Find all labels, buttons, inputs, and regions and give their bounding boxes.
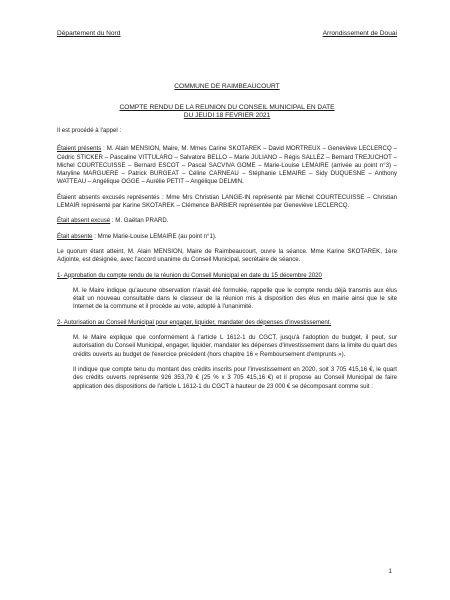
item-2-body-2: Il indique que compte tenu du montant des crédits inscrits pour l'investissement en 2020, soit 3 705 415,16 €, le quart des crédits ouverts représente 926 353,79 € (25 % x 3 705 415,16 €) et il propose au Conseil Municipal de faire application des dispositions de l'article L 1612-1 du CGCT à hauteur de 23 000 € se décomposant comme suit : bbox=[73, 365, 397, 390]
absent-label: Était absente bbox=[57, 232, 93, 240]
item-2-heading: 2- Autorisation au Conseil Municipal pour engager, liquider, mandater des dépenses d'investissement. bbox=[57, 318, 332, 326]
absent-text: : Mme Marie-Louise LEMAIRE (au point n°1). bbox=[92, 232, 217, 240]
report-title-line-2: DU JEUDI 18 FEVRIER 2021 bbox=[183, 111, 271, 119]
excused-text: : M. Gaëtan PRARD. bbox=[110, 217, 169, 225]
report-title-line-1: COMPTE RENDU DE LA REUNION DU CONSEIL MUNICIPAL EN DATE bbox=[119, 103, 335, 111]
department-label: Département du Nord bbox=[57, 30, 121, 37]
item-1-body: M. le Maire indique qu'aucune observation n'avait été formulée, rappelle que le compte rendu déjà transmis aux élus était un nouveau consultable dans le classeur de la réunion mis à disposition des élus en mairie ainsi que le site Internet de la commune et il procède au vote, adopté à l'unanimité. bbox=[73, 286, 397, 311]
excused-label: Était absent excusé bbox=[57, 217, 111, 225]
present-list: : M. Alain MENSION, Maire, M. Mmes Carine SKOTAREK – David MORTREUX – Geneviève LECLERCQ – Cédric STICKER – Pascaline VITTULARO – Salvatore BELLO – Marie JULIANO – Régis SALLEZ – Bernard TREJUCHOT – Michel COURTECUISSE – Bernard ESCOT – Pascal SACVIVA GOME – Marie-Louise LEMAIRE (arrivée au point n°3) – Maryline MARGUERE – Patrick BURGEAT – Céline CARNEAU – Stéphanie LEMAIRE – Sidy DUQUESNE – Anthony WATTEAU – Angélique OGGE – Aurélie PETIT – Angélique DELMIN. bbox=[57, 145, 397, 186]
absent-member bbox=[57, 233, 397, 241]
page-number: 1 bbox=[388, 567, 392, 575]
excused-member bbox=[57, 217, 397, 225]
roll-call-intro: Il est procédé à l'appel : bbox=[57, 127, 122, 134]
quorum-paragraph: Le quorum étant atteint, M. Alain MENSION, Maire de Raimbeaucourt, ouvre la séance. Mme Karine SKOTAREK, 1ère Adjointe, est désignée, avec l'accord unanime du Conseil Municipal, secrétaire de séance. bbox=[57, 247, 397, 264]
arrondissement-label: Arrondissement de Douai bbox=[322, 30, 397, 37]
excused-represented: Étaient absents excusés représentés : Mme Mrs Christian LANGE-IN représenté par Michel COURTECUISSE – Christian LEMAIR représenté par Karine SKOTAREK – Clémence BARBIER représentée par Geneviève LECLERCQ. bbox=[57, 193, 397, 210]
present-label: Étaient présents bbox=[57, 145, 102, 153]
page-header bbox=[57, 30, 397, 38]
item-2-body-1: M. le Maire explique que conformément à l'article L 1612-1 du CGCT, jusqu'à l'adoption du budget, il peut, sur autorisation du Conseil Municipal, engager, liquider, mandater les dépenses d'investissement dans la limite du quart des crédits ouverts au budget de l'exercice précédent (hors chapitre 16 « Remboursement d'emprunts »). bbox=[73, 334, 397, 358]
item-1-heading: 1- Approbation du compte rendu de la réunion du Conseil Municipal en date du 15 décembre 2020 bbox=[57, 271, 322, 279]
present-members bbox=[57, 145, 397, 186]
commune-title: COMMUNE DE RAIMBEAUCOURT bbox=[174, 83, 280, 91]
